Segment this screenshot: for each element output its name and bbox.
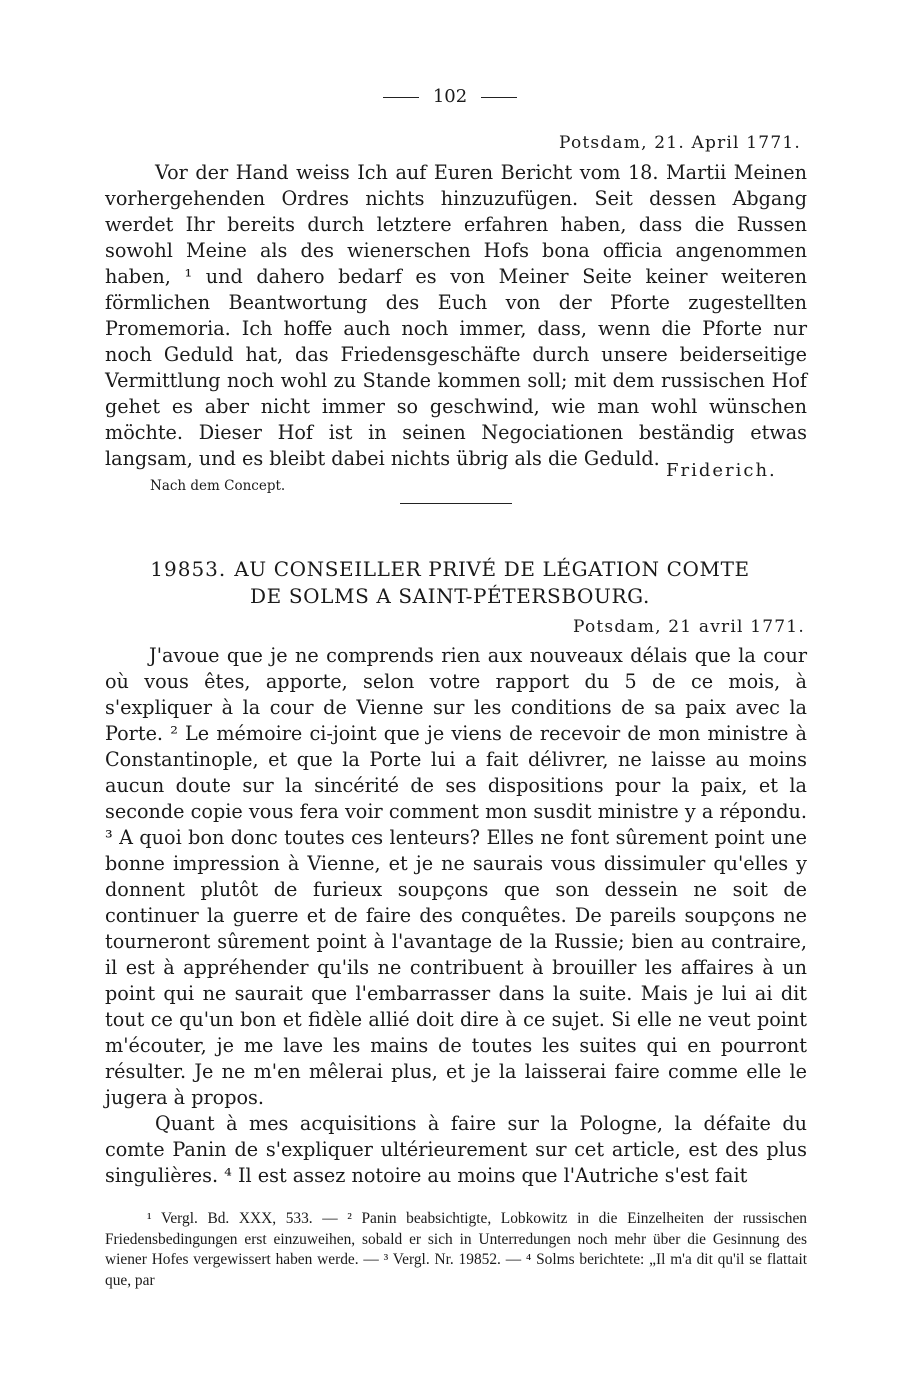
letter2-title-line2: DE SOLMS A SAINT-PÉTERSBOURG.	[250, 584, 650, 608]
letter2-heading-line1	[0, 556, 900, 583]
letter1-dateline: Potsdam, 21. April 1771.	[559, 133, 801, 153]
letter2-paragraph-2: Quant à mes acquisitions à faire sur la Pologne, la défaite du comte Panin de s'expliquer ultérieurement sur cet article, est des plus singulières. ⁴ Il est assez notoire au moins que l'Autriche s'est fait	[105, 1112, 807, 1187]
footnotes-text: ¹ Vergl. Bd. XXX, 533. — ² Panin beabsichtigte, Lobkowitz in die Einzelheiten der russischen Friedensbedingungen erst einzuweihen, sobald er sich in Unterredungen noch mehr über die Gesinnung des wiener Hofes vergewissert haben werde. — ³ Vergl. Nr. 19852. — ⁴ Solms berichtete: „Il m'a dit qu'il se flattait que, par	[105, 1210, 807, 1289]
letter2-heading	[0, 556, 900, 610]
letter1-body	[105, 160, 807, 472]
footnotes	[105, 1209, 807, 1291]
header-rule-right	[481, 97, 517, 98]
letter2-number: 19853.	[150, 557, 227, 581]
page-number: 102	[432, 86, 468, 107]
page-header	[0, 86, 900, 107]
letter2-paragraph-1: J'avoue que je ne comprends rien aux nouveaux délais que la cour où vous êtes, apporte, selon votre rapport du 5 de ce mois, à s'expliquer à la cour de Vienne sur les conditions de sa paix avec la Porte. ² Le mémoire ci-joint que je viens de recevoir de mon ministre à Constantinople, et que la Porte lui a fait délivrer, ne laisse au moins aucun doute sur la sincérité de ses dispositions pour la paix, et la seconde copie vous fera voir comment mon susdit ministre y a répondu. ³ A quoi bon donc toutes ces lenteurs? Elles ne font sûrement point une bonne impression à Vienne, et je ne saurais vous dissimuler qu'elles y donnent plutôt de furieux soupçons que son dessein ne soit de continuer la guerre et de faire des conquêtes. De pareils soupçons ne tourneront sûrement point à l'avantage de la Russie; bien au contraire, il est à appréhender qu'ils ne contribuent à brouiller les affaires à un point qui ne saurait que l'embarrasser dans la suite. Mais je lui ai dit tout ce qu'un bon et fidèle allié doit dire à ce sujet. Si elle ne veut point m'écouter, je me lave les mains de toutes les suites qui en pourront résulter. Je ne m'en mêlerai plus, et je la laisserai faire comme elle le jugera à propos.	[105, 644, 807, 1109]
letter1-text: Vor der Hand weiss Ich auf Euren Bericht vom 18. Martii Meinen vorhergehenden Ordres nichts hinzuzufügen. Seit dessen Abgang werdet Ihr bereits durch letztere erfahren haben, dass die Russen sowohl Meine als des wienerschen Hofs bona officia angenommen haben, ¹ und dahero bedarf es von Meiner Seite keiner weiteren förmlichen Beantwortung des Euch von der Pforte zugestellten Promemoria. Ich hoffe auch noch immer, dass, wenn die Pforte nur noch Geduld hat, das Friedensgeschäfte durch unsere beiderseitige Vermittlung noch wohl zu Stande kommen soll; mit dem russischen Hof gehet es aber nicht immer so geschwind, wie man wohl wünschen möchte. Dieser Hof ist in seinen Negociationen beständig etwas langsam, und es bleibt dabei nichts übrig als die Geduld.	[105, 161, 807, 470]
letter2-body	[105, 643, 807, 1189]
header-rule-left	[383, 97, 419, 98]
letter1-source-note: Nach dem Concept.	[150, 478, 286, 494]
section-separator	[400, 503, 512, 504]
letter2-dateline: Potsdam, 21 avril 1771.	[573, 617, 805, 637]
letter2-title-line1: AU CONSEILLER PRIVÉ DE LÉGATION COMTE	[234, 557, 750, 581]
letter1-signature: Friderich.	[666, 460, 777, 481]
